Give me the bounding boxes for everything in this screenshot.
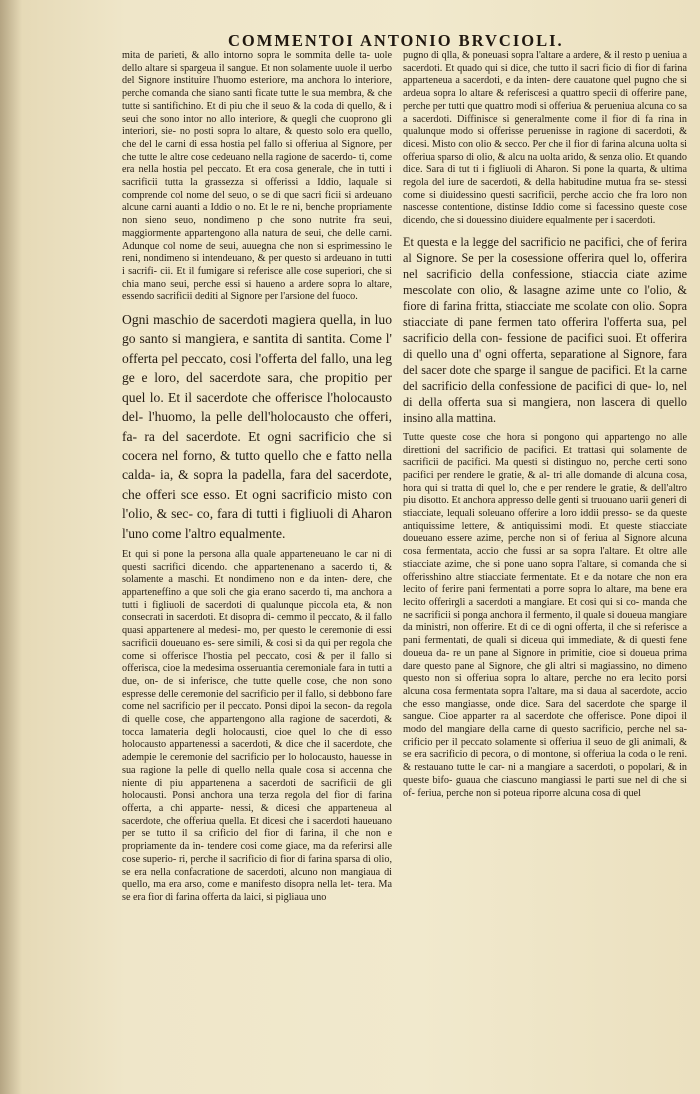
scripture-paragraph: Et questa e la legge del sacrificio ne pacifici, che of ferira al Signore. Se per la cosessione offerira quel lo, offerira nel sacrificio della confessione, stiaccia ciate azime mescolate con olio, & lasagne azime unte co l'olio, & fiore di farina fritta, stiacciate me scolate con olio. Sopra stiacciate di pane fermen tato offerira l'offerta sua, pel sacrificio della con- fessione de pacifici suoi. Et offerira di quello una d' ogni offerta, separatione al Signore, fara del sacer dote che sparge il sangue de pacifici. Et la carne del sacrificio della confessione de pacifici di que- lo, nel di della offerta sua si mangiera, non lascera di quello insino alla mattina. [403, 234, 687, 425]
commentary-paragraph: mita de parieti, & allo intorno sopra le sommita delle ta- uole dello altare si spargeua il sangue. Et non solamente uuole il uerbo del Signore instituire l'huomo esteriore, ma anchora lo interiore, perche comanda che siano santi ficate tutte le sua membra, & che tutte si santifichino. Et di piu che il seuo & la coda di quello, & i seui che sono intor no allo interiore, & quegli che cuoprono gli interiori, sie- no posti sopra lo altare, & questo solo era quello, che del le carni di essa hostia pel fallo si offeriua al Signore, per che tutte le altre cose cedeuano nella ragione de sacerdo- ti, come era nella hostia pel peccato. Et era cosa generale, che in tutti i sacrificii tutta la grassezza si offerissi a Iddio, laquale si comprende col nome del seuo, o se di que sacri ficii si ardeuano alcune carni auanti a Iddio o no. Et le re ni, benche propriamente non sieno seuo, nondimeno p che sono nutrite fra seui, maggiormente appartengono alla natura de seui, che delle carni. Adunque col nome de seui, auuegna che non si esprimessino le reni, nondimeno si intendeuano, & per questo si ardeuano in tutti i sacrifi- cii. Et il fumigare si referisce alle cose superiori, che si chia mano seui, perche essi si haueno a ardere sopra lo altare, essendo sacrificii dediti al Signore per l'arsione del fuoco. [122, 50, 392, 303]
running-header: COMMENTOI ANTONIO BRVCIOLI. [228, 31, 564, 50]
commentary-paragraph: Et qui si pone la persona alla quale apparteneuano le car ni di questi sacrifici dicendo. che appartenenano a sacerdo ti, & solamente a maschi. Et nondimeno non e da inten- dere, che apparteneffino a que soli che gia erano sacerdo ti, ma anchora a tutti i figliuoli de sacerdoti di qualunque piccola eta, & non consecrati in sacerdoti. Et disopra di- cemmo il peccato, & il fallo quasi appartenere al medesi- mo, per questo le ceremonie di essi sacrificii doueuano es- sere simili, & cosi si da qui per regola che come si offerisce l'hostia pel peccato, cosi & per il fallo si offerisca, cioe la medesima osseruantia ceremoniale fara in tutti a due, on- de si inferisce, che tutte quelle cose, che non sono espresse delle ceremonie del sacrificio per il fallo, si debbono fare come nel sacrificio per il peccato. Ponsi dipoi la secon- da regola di quelle cose, che appartengono alla ragione de sacerdoti, & tocca lamateria degli holocausti, cioe quel lo che di esso holocausto appartenessi a sacerdoti, & dice che il sacerdote, che adempie le ceremonie del sacrificio per lo holocausto, hauesse in sua ragione la pelle di quello nella quale cosa si accenna che niente di piu appartenena a sacerdoti de sacrificii de gli holocausti. Ponsi anchora una terza regola del fior di farina offerta, a chi apparte- nessi, & dicesi che apparteneua al sacerdote, che offeriua quella. Et dicesi che i sacerdoti haueuano per se tutto il sa crificio del fior di farina, il che non e propriamente da in- tendere cosi come giace, ma da referirsi alle cose superio- ri, perche il sacrificio di fior di farina sparsa di olio, se era nella confacratione de sacerdoti, alcuno non mangiaua di quello, ma era arso, come e manifesto disopra nella let- tera. Ma se era fior di farina offerta da laici, si pigliaua uno [122, 548, 392, 903]
commentary-paragraph: Tutte queste cose che hora si pongono qui appartengo no alle direttioni del sacrificio de pacifici. Et trattasi qui solamente de sacrificii de pacifici. Ma questi si distinguo no, perche certi sono pacifici per rendere le gratie, & al- tri alle domande di alcuna cosa, hora qui si tratta di quel lo, che e per rendere le gratie, & dell'altro piu disotto. Et anchora appresso delle genti si truouano uarii generi di stiacciate, lequali soleuano offerire a loro iddii presso- se da queste antiquissime lettere, & antiquissimi modi. Et queste stiacciate doueuano essere azime, perche non si of feriua al Signore alcuna cosa fermentata, accio che fussi ar sa sopra l'altare. Et oltre alle stiacciate azime, che si pone uano sopra l'altare, si comanda che si offerisshino altre stiacciate fermentate. Et e da notare che non era lecito of ferire pani fermentati a porre sopra lo altare, ma bene era lecito offerirgli a sacerdoti a mangiare. Et cosi qui si co- manda che ne sacrificii si ponga anchora il fermento, il quale si doueua mangiare da ministri, non offerire. Et di ce di ogni offerta, il che si referisce a pani fermentati, de quali si diceua qui immediate, & di questi fene doueua da- re un pane al Signore in primitie, cioe si doueua prima dare questo pane al Signore, che gli altri si magiassino, no dimeno questo non si offeriua sopra lo altare, perche no era lecito porsi alcuna cosa fermentata sopra l'altare, ma si daua al sacerdote, accio che esso mangiasse, onde dice. Sara del sacerdote che sparge il sangue. Cioe apparter ra al sacerdote che offerisce. Pone dipoi il modo del mangiare della carne di questo sacrificio, perche nel sa- crificio per il peccato solamente si offeriua il seuo de gli animali, & se era sacrificio di pecora, o di montone, si offeriua la coda o le reni. & restauano tutte le car- ni a mangiare a sacerdoti, o popolari, & in queste bifo- guaua che ciascuno mangiassi le parti sue nel di che si of- feriua, perche non si poteua riporre alcuna cosa di quel [403, 431, 688, 799]
binding-gutter-shadow [0, 0, 22, 1094]
scripture-paragraph: Ogni maschio de sacerdoti magiera quella, in luo go santo si mangiera, e santita di santita. Come l' offerta pel peccato, cosi l'offerta del fallo, una leg ge e loro, del sacerdote sara, che propitio per quel lo. Et il sacerdote che offerisce l'holocausto del- l'huomo, la pelle dell'holocausto che offeri, fa- ra del sacerdote. Et ogni sacrificio che si cocera nel forno, & tutto quello che e fatto nella calda- ia, & sopra la padella, fara del sacerdote, che offeri sce esso. Et ogni sacrificio misto con l'olio, & sec- co, fara di tutti i figliuoli di Aharon l'uno come l'altro equalmente. [122, 312, 392, 541]
right-column [403, 50, 687, 806]
commentary-paragraph: pugno di qlla, & poneuasi sopra l'altare a ardere, & il resto p ueniua a sacerdoti. Et quado qui si dice, che tutto il sacri ficio di fior di farina apparteneua a sacerdoti, e da inten- dere cauatone quel pugno che si ardeua sopra lo altare & referiscesi a quattro specii di offerire pane, perche per tutti que quattro modi si offeriua & perueniua alcuna co sa a sacerdoti. Diffinisce si generalmente come il fior di fa rina in qualunque modo si offerisse peruenisse in ragione di sacerdoti, & dicesi. Misto con olio & secco. Per che il fior di farina alcuna uolta si offeriua sparso di olio, & alcu na uolta arido, & senza olio. Et quando dice. Sara di tut ti i figliuoli di Aharon. Si pone la quarta, & ultima regola del iure de sacerdoti, & della habitudine mutua fra se- stessi come si diuidessino questi sacrificii, perche accio che fra loro non nascesse contentione, distinse Iddio come si facessino queste cose dicendo, che si douessino diuidere equalmente per i sacerdoti. [403, 50, 687, 227]
left-column [122, 50, 392, 911]
